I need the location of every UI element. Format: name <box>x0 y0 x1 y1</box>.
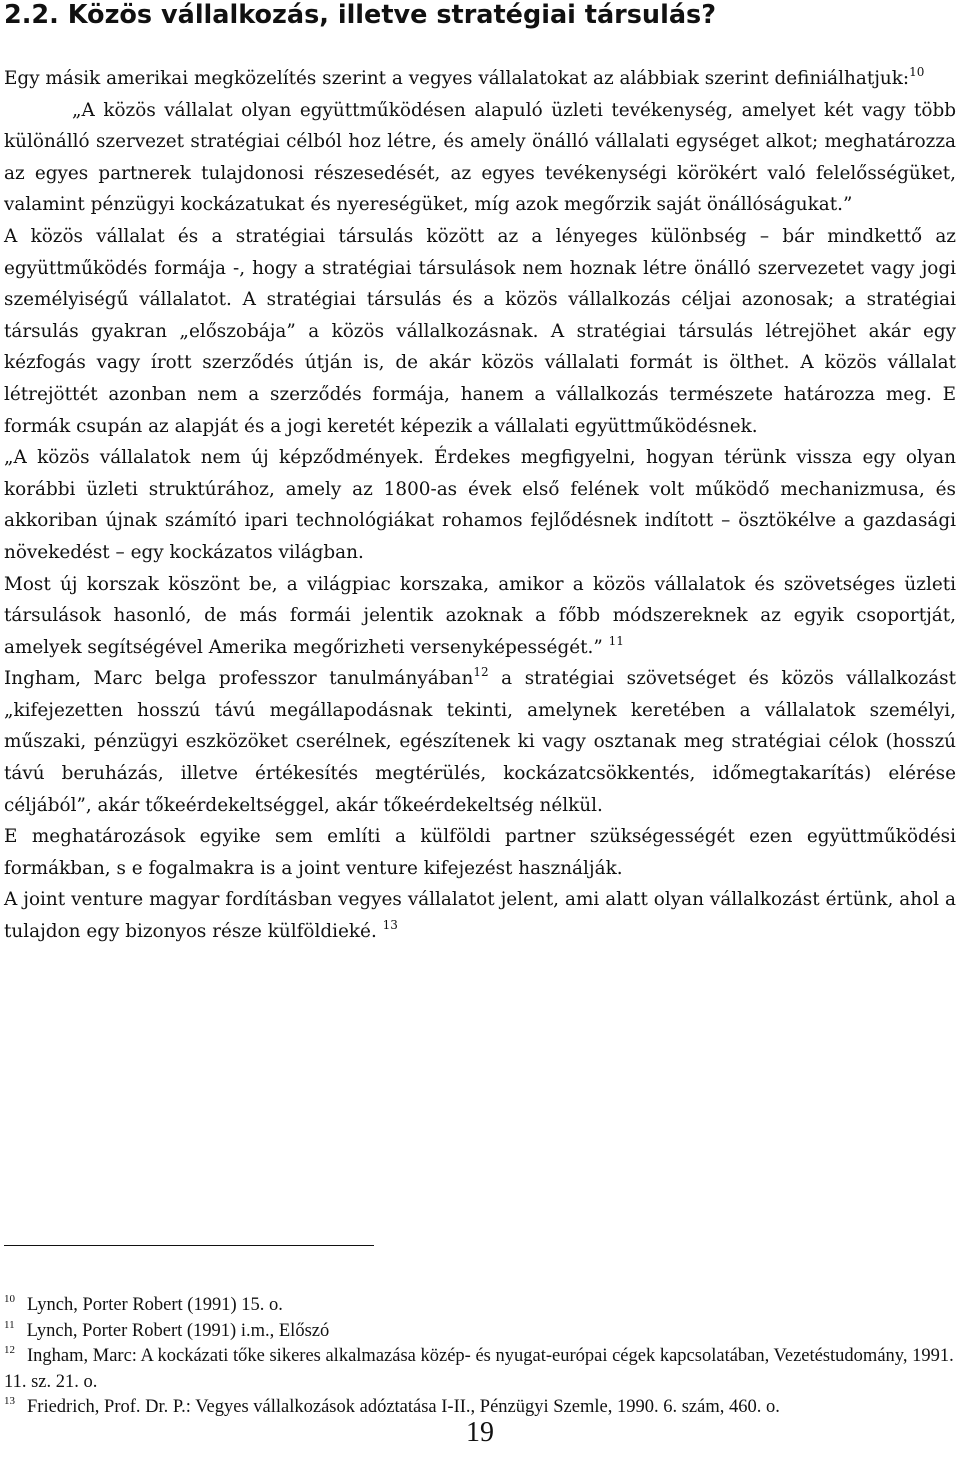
paragraph-definition-quote: „A közös vállalat olyan együttműködésen alapuló üzleti tevékenység, amelyet két vagy több különálló szervezet stratégiai célból hoz létre, és amely önálló vállalati egységet alkot; meghatározza az egyes partnerek tulajdonosi részesedését, az egyes tevékenységi körökért való felelősségüket, valamint pénzügyi kockázatukat és nyereségüket, míg azok megőrzik saját önállóságukat.” <box>4 99 956 216</box>
paragraph-intro-text: Egy másik amerikai megközelítés szerint a vegyes vállalatokat az alábbiak szerint definiálhatjuk: <box>4 68 910 89</box>
paragraph-intro <box>4 63 956 95</box>
paragraph-ingham-text-after: a stratégiai szövetséget és közös vállalkozást „kifejezetten hosszú távú megállapodásnak tekinti, amelynek keretében a vállalatok személyi, műszaki, pénzügyi eszközöket cserélnek, egészítenek ki vagy osztanak meg stratégiai célok (hosszú távú beruházás, illetve értékesítés megtérülés, kockázatcsökkentés, időmegtakarítás) elérése céljából”, akár tőkeérdekeltséggel, akár tőkeérdekeltség nélkül. <box>4 668 956 816</box>
paragraph-joint-venture <box>4 884 956 947</box>
footnote-text: Lynch, Porter Robert (1991) 15. o. <box>27 1295 283 1315</box>
footnote-ref-11[interactable]: 11 <box>608 633 624 648</box>
paragraph-joint-venture-text: A joint venture magyar fordításban vegyes vállalatot jelent, ami alatt olyan vállalkozást értünk, ahol a tulajdon egy bizonyos része külföldieké. <box>4 889 956 943</box>
footnote-ref-12[interactable]: 12 <box>473 665 489 680</box>
paragraph-new-era-text: Most új korszak köszönt be, a világpiac korszaka, amikor a közös vállalatok és szövetséges üzleti társulások hasonló, de más formái jelentik azoknak a főbb módszereknek az egyik csoportját, amelyek segítségével Amerika megőrizheti versenyképességét.” <box>4 573 956 658</box>
paragraph-difference: A közös vállalat és a stratégiai társulás között az a lényeges különbség – bár mindkettő az együttműködés formája -, hogy a stratégiai társulások nem hoznak létre önálló szervezetet vagy jogi személyiségű vállalatot. A stratégiai társulás és a közös vállalkozás céljai azonosak; a stratégiai társulás gyakran „előszobája” a közös vállalkozásnak. A stratégiai társulás létrejöhet akár egy kézfogás vagy írott szerződés útján is, de akár közös vállalati formát is ölthet. A közös vállalat létrejöttét azonban nem a szerződés formája, hanem a vállalkozás természete határozza meg. E formák csupán az alapját és a jogi keretét képezik a vállalati együttműködésnek. <box>4 225 956 437</box>
footnote-item <box>4 1344 956 1395</box>
footnote-ref-10[interactable]: 10 <box>909 65 925 79</box>
footnote-item <box>4 1319 956 1345</box>
paragraph-history-quote: „A közös vállalatok nem új képződmények. Érdekes megfigyelni, hogyan térünk vissza egy olyan korábbi üzleti struktúrához, amely az 1800-as évek első felének volt működő mechanizmusa, és akkoriban újnak számító ipari technológiákat rohamos fejlődésnek indított – ösztökélve a gazdasági növekedést – egy kockázatos világban. <box>4 447 956 563</box>
paragraph-new-era <box>4 569 956 664</box>
footnote-text: Friedrich, Prof. Dr. P.: Vegyes vállalkozások adóztatása I-II., Pénzügyi Szemle, 1990. 6. szám, 460. o. <box>27 1397 780 1418</box>
footnote-number: 11 <box>4 1318 15 1331</box>
footnote-number: 10 <box>4 1293 15 1305</box>
footnote-item <box>4 1293 956 1319</box>
section-heading: 2.2. Közös vállalkozás, illetve stratégiai társulás? <box>4 0 717 30</box>
footnote-text: Ingham, Marc: A kockázati tőke sikeres alkalmazása közép- és nyugat-európai cégek kapcsolatában, Vezetéstudomány, 1991. 11. sz. 21. o. <box>4 1346 954 1392</box>
footnote-number: 12 <box>4 1344 15 1357</box>
footnotes <box>4 1293 956 1421</box>
page-number: 19 <box>466 1417 494 1448</box>
footnote-divider <box>4 1245 374 1246</box>
paragraph-ingham <box>4 663 956 821</box>
paragraph-definitions-note: E meghatározások egyike sem említi a külföldi partner szükségességét ezen együttműködési formákban, s e fogalmakra is a joint venture kifejezést használják. <box>4 826 956 879</box>
paragraph-ingham-text-before: Ingham, Marc belga professzor tanulmányában <box>4 668 474 690</box>
footnote-number: 13 <box>4 1395 15 1408</box>
body-text <box>4 63 956 948</box>
footnote-ref-13[interactable]: 13 <box>382 918 398 933</box>
footnote-text: Lynch, Porter Robert (1991) i.m., Előszó <box>26 1320 330 1341</box>
